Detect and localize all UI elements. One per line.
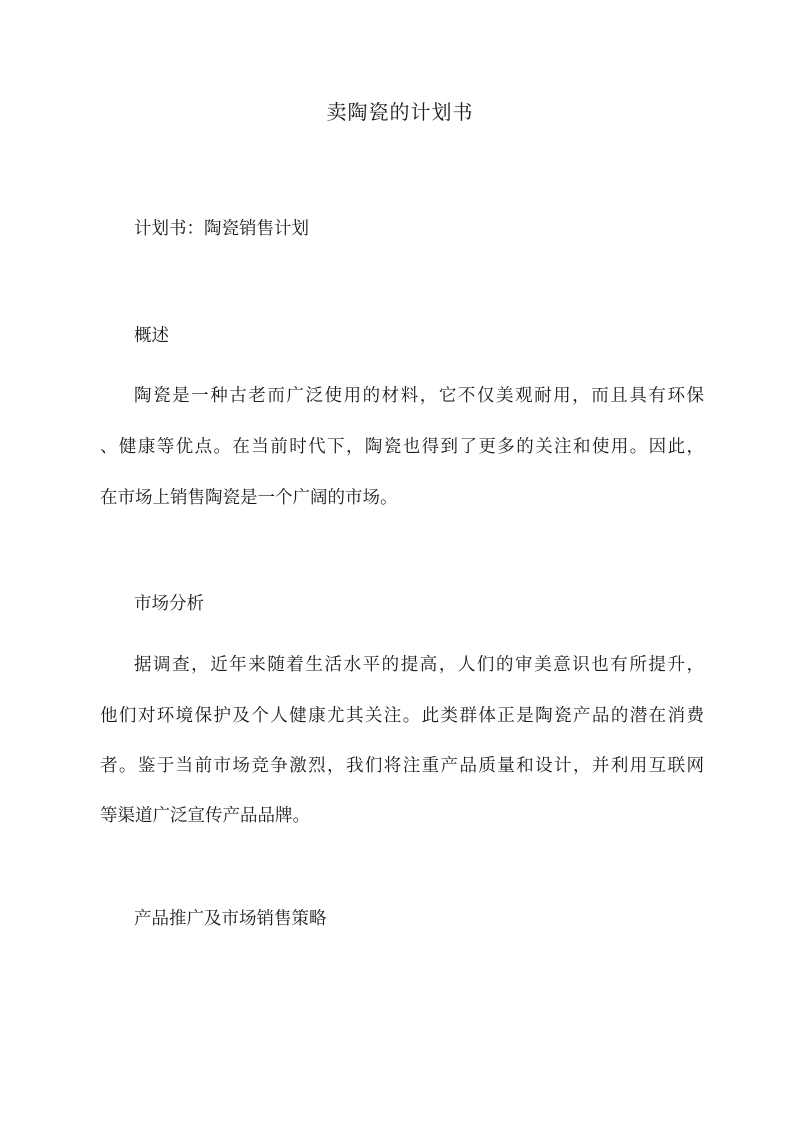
overview-paragraph-line: 陶瓷是一种古老而广泛使用的材料，它不仅美观耐用，而且具有环保 <box>134 386 704 406</box>
market-analysis-paragraph-line: 等渠道广泛宣传产品品牌。 <box>100 806 310 826</box>
section-heading-promotion-strategy: 产品推广及市场销售策略 <box>134 909 327 929</box>
market-analysis-paragraph-line: 者。鉴于当前市场竞争激烈，我们将注重产品质量和设计，并利用互联网 <box>100 756 704 776</box>
section-heading-market-analysis: 市场分析 <box>134 594 204 614</box>
overview-paragraph-line: 在市场上销售陶瓷是一个广阔的市场。 <box>100 488 398 508</box>
section-heading-overview: 概述 <box>134 326 169 346</box>
document-title: 卖陶瓷的计划书 <box>326 100 474 124</box>
overview-paragraph-line: 、健康等优点。在当前时代下，陶瓷也得到了更多的关注和使用。因此， <box>100 437 704 457</box>
market-analysis-paragraph-line: 据调查，近年来随着生活水平的提高，人们的审美意识也有所提升， <box>134 655 704 675</box>
market-analysis-paragraph-line: 他们对环境保护及个人健康尤其关注。此类群体正是陶瓷产品的潜在消费 <box>100 706 704 726</box>
plan-subtitle: 计划书：陶瓷销售计划 <box>134 219 309 239</box>
